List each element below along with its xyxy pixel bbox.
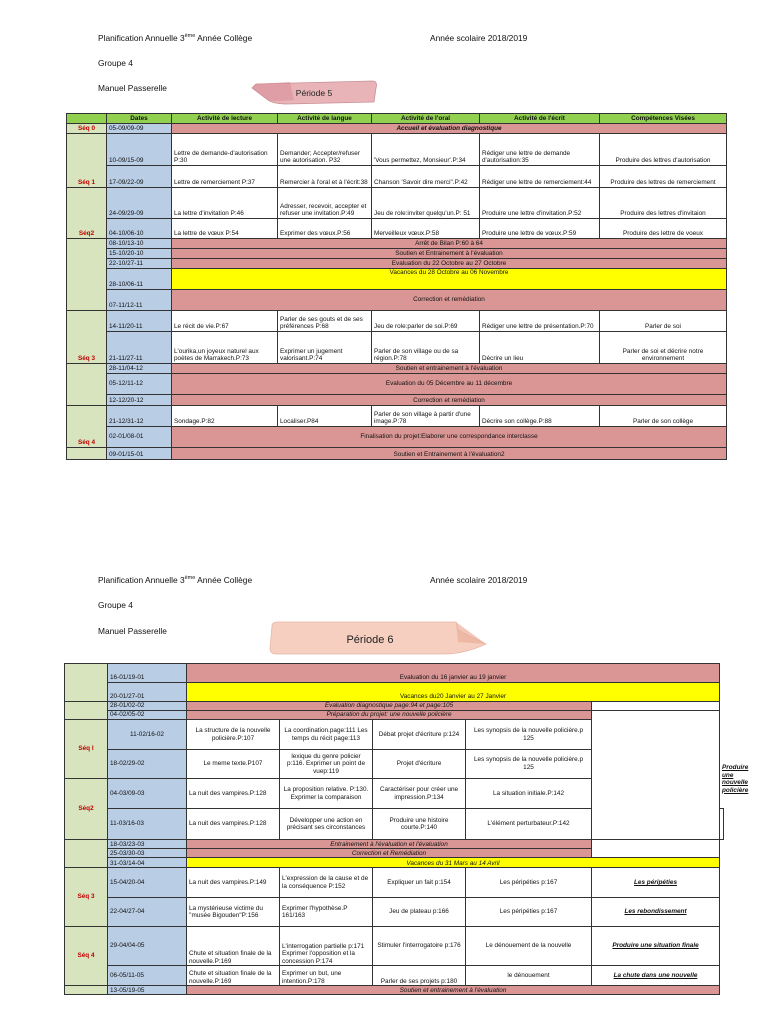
competence-cell: Parler de soi: [600, 311, 727, 332]
date-cell: 25-03/30-03: [108, 849, 187, 858]
ecrit-cell: Les synopsis de la nouvelle policière.p 125: [466, 720, 592, 750]
periode5-table: [66, 113, 727, 460]
seq-label: Séq 4: [67, 406, 107, 448]
oral-cell: Parler de son village ou de sa région.P:78: [372, 332, 480, 364]
table-row: [65, 840, 724, 849]
seq-label: Séq 3: [67, 311, 107, 364]
oral-cell: Jeu de plateau p:166: [373, 898, 466, 927]
merged-cell: Vacances du20 Janvier au 27 Janvier: [187, 683, 720, 702]
col-header-ecrit: Activité de l'écrit: [480, 114, 600, 124]
langue-cell: Remercier à l'oral et à l'écrit:38: [278, 166, 372, 188]
oral-cell: Jeu de role:inviter quelqu'un.P: 51: [372, 188, 480, 219]
ecrit-cell: Les péripéties p:167: [466, 868, 592, 898]
competence-cell: Parler de son collège: [600, 406, 727, 427]
oral-cell: Parler de ses projets p:180: [373, 966, 466, 986]
lecture-cell: Chute et situation finale de la nouvelle.P:169: [187, 966, 280, 986]
date-cell: 11-02/16-02: [108, 720, 187, 750]
merged-cell: Evaluation du 22 Octobre au 27 Octobre: [172, 259, 727, 269]
oral-cell: Stimuler l'interrogatoire p:176: [373, 927, 466, 966]
oral-cell: Jeu de role:parler de soi.P:69: [372, 311, 480, 332]
merged-cell: Correction et Remédiation: [187, 849, 592, 858]
langue-cell: L'expression de la cause et de la conséquence P:152: [280, 868, 373, 898]
page1-title: [98, 33, 252, 43]
oral-cell: Chanson 'Savoir dire merci".P:42: [372, 166, 480, 188]
seq-label: Séq2: [65, 779, 108, 840]
table-row: [67, 364, 727, 374]
langue-cell: La coordination.page:111 Les temps du récit page:113: [280, 720, 373, 750]
langue-cell: Exprimer des vœux.P:56: [278, 219, 372, 239]
ecrit-cell: Décrire un lieu: [480, 332, 600, 364]
table-row: [67, 188, 727, 219]
table-row: [67, 269, 727, 290]
date-cell: 13-05/19-05: [108, 986, 187, 995]
oral-cell: Débat projet d'écriture p:124: [373, 720, 466, 750]
page2-title-pre: Planification Annuelle 3: [98, 575, 185, 585]
langue-cell: Exprimer l'hypothèse.P 161/163: [280, 898, 373, 927]
lecture-cell: Chute et situation finale de la nouvelle.P:169: [187, 927, 280, 966]
table-row: [67, 239, 727, 249]
lecture-cell: La structure de la nouvelle policière.P:107: [187, 720, 280, 750]
ecrit-cell: Les péripéties p:167: [466, 898, 592, 927]
date-cell: 12-12/20-12: [107, 395, 172, 406]
table-row: [65, 966, 724, 986]
lecture-cell: Le meme texte.P107: [187, 750, 280, 779]
periode6-table: [64, 663, 749, 995]
blank-cell: [592, 711, 720, 840]
merged-cell: Vacances du 31 Mars au 14 Avril: [187, 858, 720, 868]
date-cell: 04-02/05-02: [108, 711, 187, 720]
langue-cell: Exprimer un jugement valorisant.P:74: [278, 332, 372, 364]
date-cell: 21-12/31-12: [107, 406, 172, 427]
seq-blank: [65, 840, 108, 868]
merged-cell: Evaluation diagnostique page:94 et page:105: [187, 702, 592, 711]
merged-cell: Soutien et entrainement à l'évaluation: [172, 364, 727, 374]
date-cell: 04-03/09-03: [108, 779, 187, 809]
table-row: [67, 166, 727, 188]
seq-label: Séq I: [65, 720, 108, 779]
page2-manual: Manuel Passerelle: [98, 626, 167, 636]
ecrit-cell: Rédiger une lettre de demande d'autorisation:35: [480, 134, 600, 166]
table-row: [65, 898, 724, 927]
table-row: [65, 683, 724, 702]
table-row: [67, 134, 727, 166]
periode6-banner: [268, 620, 490, 656]
date-cell: 14-11/20-11: [107, 311, 172, 332]
seq-blank: [65, 986, 108, 995]
page1-title-post: Année Collège: [195, 33, 253, 43]
table1-header-row: [67, 114, 727, 124]
lecture-cell: La lettre d'invitation P:46: [172, 188, 278, 219]
date-cell: 28-11/04-12: [107, 364, 172, 374]
lecture-cell: La nuit des vampires.P:128: [187, 809, 280, 840]
ecrit-cell: Le dénouement de la nouvelle: [466, 927, 592, 966]
col-header-dates: Dates: [107, 114, 172, 124]
lecture-cell: Lettre de remerciement P:37: [172, 166, 278, 188]
table-row: [67, 311, 727, 332]
competence-cell: Les péripéties: [592, 868, 720, 898]
periode5-label: Période 5: [295, 88, 333, 98]
lecture-cell: La mystérieuse victime du ''musée Bigouden"P:156: [187, 898, 280, 927]
competence-cell: Produire une situation finale: [592, 927, 720, 966]
date-cell: 22-04/27-04: [108, 898, 187, 927]
date-cell: 24-09/29-09: [107, 188, 172, 219]
oral-cell: Merveilleux vœux.P:58: [372, 219, 480, 239]
ecrit-cell: Produire une lettre de vœux.P:59: [480, 219, 600, 239]
merged-cell: Accueil et évaluation diagnostique: [172, 124, 727, 134]
oral-cell: Projet d'écriture: [373, 750, 466, 779]
seq-blank: [67, 239, 107, 311]
langue-cell: La proposition relative. P:130. Exprimer la comparaison: [280, 779, 373, 809]
table-row: [65, 986, 724, 995]
seq-label: Séq 0: [67, 124, 107, 134]
page2-year: Année scolaire 2018/2019: [430, 575, 528, 585]
table-row: [67, 290, 727, 311]
seq-blank: [65, 702, 108, 720]
page2-title-sup: ème: [184, 575, 196, 582]
ecrit-cell: Rédiger une lettre de remerciement:44: [480, 166, 600, 188]
ecrit-cell: Décrire son collège.P:88: [480, 406, 600, 427]
merged-cell: Evaluation du 05 Décembre au 11 décembre: [172, 374, 727, 395]
date-cell: 28-01/02-02: [108, 702, 187, 711]
table-row: [65, 664, 724, 683]
date-cell: 05-12/11-12: [107, 374, 172, 395]
table-row: [67, 249, 727, 259]
competence-cell: Produire des lettres d'autorisation: [600, 134, 727, 166]
date-cell: 16-01/19-01: [108, 664, 187, 683]
page1-title-sup: ème: [184, 33, 196, 40]
date-cell: 06-05/11-05: [108, 966, 187, 986]
table-row: [67, 124, 727, 134]
merged-cell: Soutien et Entrainement à l'évaluation2: [172, 448, 727, 460]
competence-cell: Parler de soi et décrire notre environnement: [600, 332, 727, 364]
langue-cell: lexique du genre policier p:116. Exprimer un point de vuep:119: [280, 750, 373, 779]
page2-title-post: Année Collège: [195, 575, 253, 585]
merged-cell: Vacances du 28 Octobre au 06 Novembre: [172, 269, 727, 290]
page1-year: Année scolaire 2018/2019: [430, 33, 528, 43]
langue-cell: Parler de ses gouts et de ses préférences P:68: [278, 311, 372, 332]
date-cell: 04-10/06-10: [107, 219, 172, 239]
date-cell: 08-10/13-10: [107, 239, 172, 249]
date-cell: 20-01/27-01: [108, 683, 187, 702]
lecture-cell: La nuit des vampires.P:128: [187, 779, 280, 809]
merged-cell: Evaluation du 16 janvier au 19 janvier: [187, 664, 720, 683]
date-cell: 31-03/14-04: [108, 858, 187, 868]
merged-cell: Finalisation du projet:Elaborer une correspondance interclasse: [172, 427, 727, 448]
date-cell: 28-10/06-11: [107, 269, 172, 290]
blank-cell: [592, 702, 720, 711]
competence-cell: Produire des lettres de remerciement: [600, 166, 727, 188]
langue-cell: Exprimer un but, une intention.P:178: [280, 966, 373, 986]
table-row: [65, 927, 724, 966]
table-row: [67, 427, 727, 448]
langue-cell: Demander; Accepter/refuser une autorisation. P32: [278, 134, 372, 166]
langue-cell: L'interrogation partielle p:171 Exprimer l'opposition et la concession P:174: [280, 927, 373, 966]
oral-cell: Produire une histoire courte.P:140: [373, 809, 466, 840]
seq-label: Séq 4: [65, 927, 108, 986]
col-header-seq: [67, 114, 107, 124]
date-cell: 11-03/16-03: [108, 809, 187, 840]
date-cell: 02-01/08-01: [107, 427, 172, 448]
date-cell: 21-11/27-11: [107, 332, 172, 364]
date-cell: 22-10/27-11: [107, 259, 172, 269]
merged-cell: Entrainement à l'évaluation et l'évaluation: [187, 840, 592, 849]
periode6-label: Période 6: [346, 634, 394, 646]
periode5-banner: [250, 78, 380, 106]
competence-cell: Les rebondissement: [592, 898, 720, 927]
date-cell: 07-11/12-11: [107, 290, 172, 311]
date-cell: 29-04/04-05: [108, 927, 187, 966]
table-row: [65, 868, 724, 898]
col-header-lecture: Activité de lecture: [172, 114, 278, 124]
table-row: [67, 259, 727, 269]
seq-label: Séq 3: [65, 868, 108, 927]
seq-blank: [67, 364, 107, 406]
ecrit-cell: Produire une lettre d'invitation.P:52: [480, 188, 600, 219]
merged-cell: Soutien et Entrainement à l'évaluation: [172, 249, 727, 259]
langue-cell: Développer une action en précisant ses circonstances: [280, 809, 373, 840]
col-header-langue: Activité de langue: [278, 114, 372, 124]
seq-label: Séq 1: [67, 134, 107, 188]
oral-cell: Parler de son village à partir d'une image.P:78: [372, 406, 480, 427]
lecture-cell: La lettre de vœux P:54: [172, 219, 278, 239]
ecrit-cell: le dénouement: [466, 966, 592, 986]
oral-cell: Expliquer un fait p:154: [373, 868, 466, 898]
langue-cell: Adresser, recevoir, accepter et refuser une invitation.P:49: [278, 188, 372, 219]
merged-cell: Correction et remédiation: [172, 290, 727, 311]
competence-cell: Produire une nouvelle policière: [720, 764, 724, 795]
col-header-oral: Activité de l'oral: [372, 114, 480, 124]
table-row: [67, 406, 727, 427]
date-cell: 10-09/15-09: [107, 134, 172, 166]
table-row: [65, 711, 724, 720]
page1-manual: Manuel Passerelle: [98, 83, 167, 93]
date-cell: 05-09/09-09: [107, 124, 172, 134]
table-row: [67, 219, 727, 239]
competence-cell: Produire des lettre de voeux: [600, 219, 727, 239]
lecture-cell: Lettre de demande-d'autorisation P:30: [172, 134, 278, 166]
seq-blank: [67, 448, 107, 460]
table-row: [67, 448, 727, 460]
date-cell: 15-10/20-10: [107, 249, 172, 259]
ecrit-cell: Les synopsis de la nouvelle policière.p 125: [466, 750, 592, 779]
ecrit-cell: L'élément perturbateur.P:142: [466, 809, 592, 840]
seq-label: Séq2: [67, 188, 107, 239]
date-cell: 15-04/20-04: [108, 868, 187, 898]
merged-cell: Correction et remédiation: [172, 395, 727, 406]
lecture-cell: Sondage.P:82: [172, 406, 278, 427]
table-row: [65, 702, 724, 711]
page2-title: [98, 575, 252, 585]
lecture-cell: La nuit des vampires.P:149: [187, 868, 280, 898]
date-cell: 18-03/23-03: [108, 840, 187, 849]
page2-group: Groupe 4: [98, 600, 133, 610]
table-row: [67, 332, 727, 364]
ecrit-cell: Rédiger une lettre de présentation.P:70: [480, 311, 600, 332]
date-cell: 09-01/15-01: [107, 448, 172, 460]
blank-cell: [592, 840, 720, 858]
seq-blank: [65, 664, 108, 702]
oral-cell: Caractériser pour créer une impression.P:134: [373, 779, 466, 809]
table-row: [67, 395, 727, 406]
merged-cell: Préparation du projet: une nouvelle policière: [187, 711, 592, 720]
date-cell: 17-09/22-09: [107, 166, 172, 188]
oral-cell: 'Vous permettez, Monsieur'.P:34: [372, 134, 480, 166]
table-row: [67, 374, 727, 395]
col-header-competences: Compétences Visées: [600, 114, 727, 124]
ecrit-cell: La situation initiale.P:142: [466, 779, 592, 809]
merged-cell: Arrêt de Bilan P:60 à 64: [172, 239, 727, 249]
date-cell: 18-02/29-02: [108, 750, 187, 779]
competence-cell: La chute dans une nouvelle: [592, 966, 720, 986]
page1-title-pre: Planification Annuelle 3: [98, 33, 185, 43]
merged-cell: Soutien et entrainement à l'évaluation: [187, 986, 720, 995]
competence-cell: Produire des lettres d'invitaion: [600, 188, 727, 219]
page1-group: Groupe 4: [98, 58, 133, 68]
lecture-cell: L'ourika,un joyeux naturel aux poètes de Marrakech.P:73: [172, 332, 278, 364]
table-row: [65, 858, 724, 868]
lecture-cell: Le récit de vie.P:67: [172, 311, 278, 332]
langue-cell: Localiser.P84: [278, 406, 372, 427]
